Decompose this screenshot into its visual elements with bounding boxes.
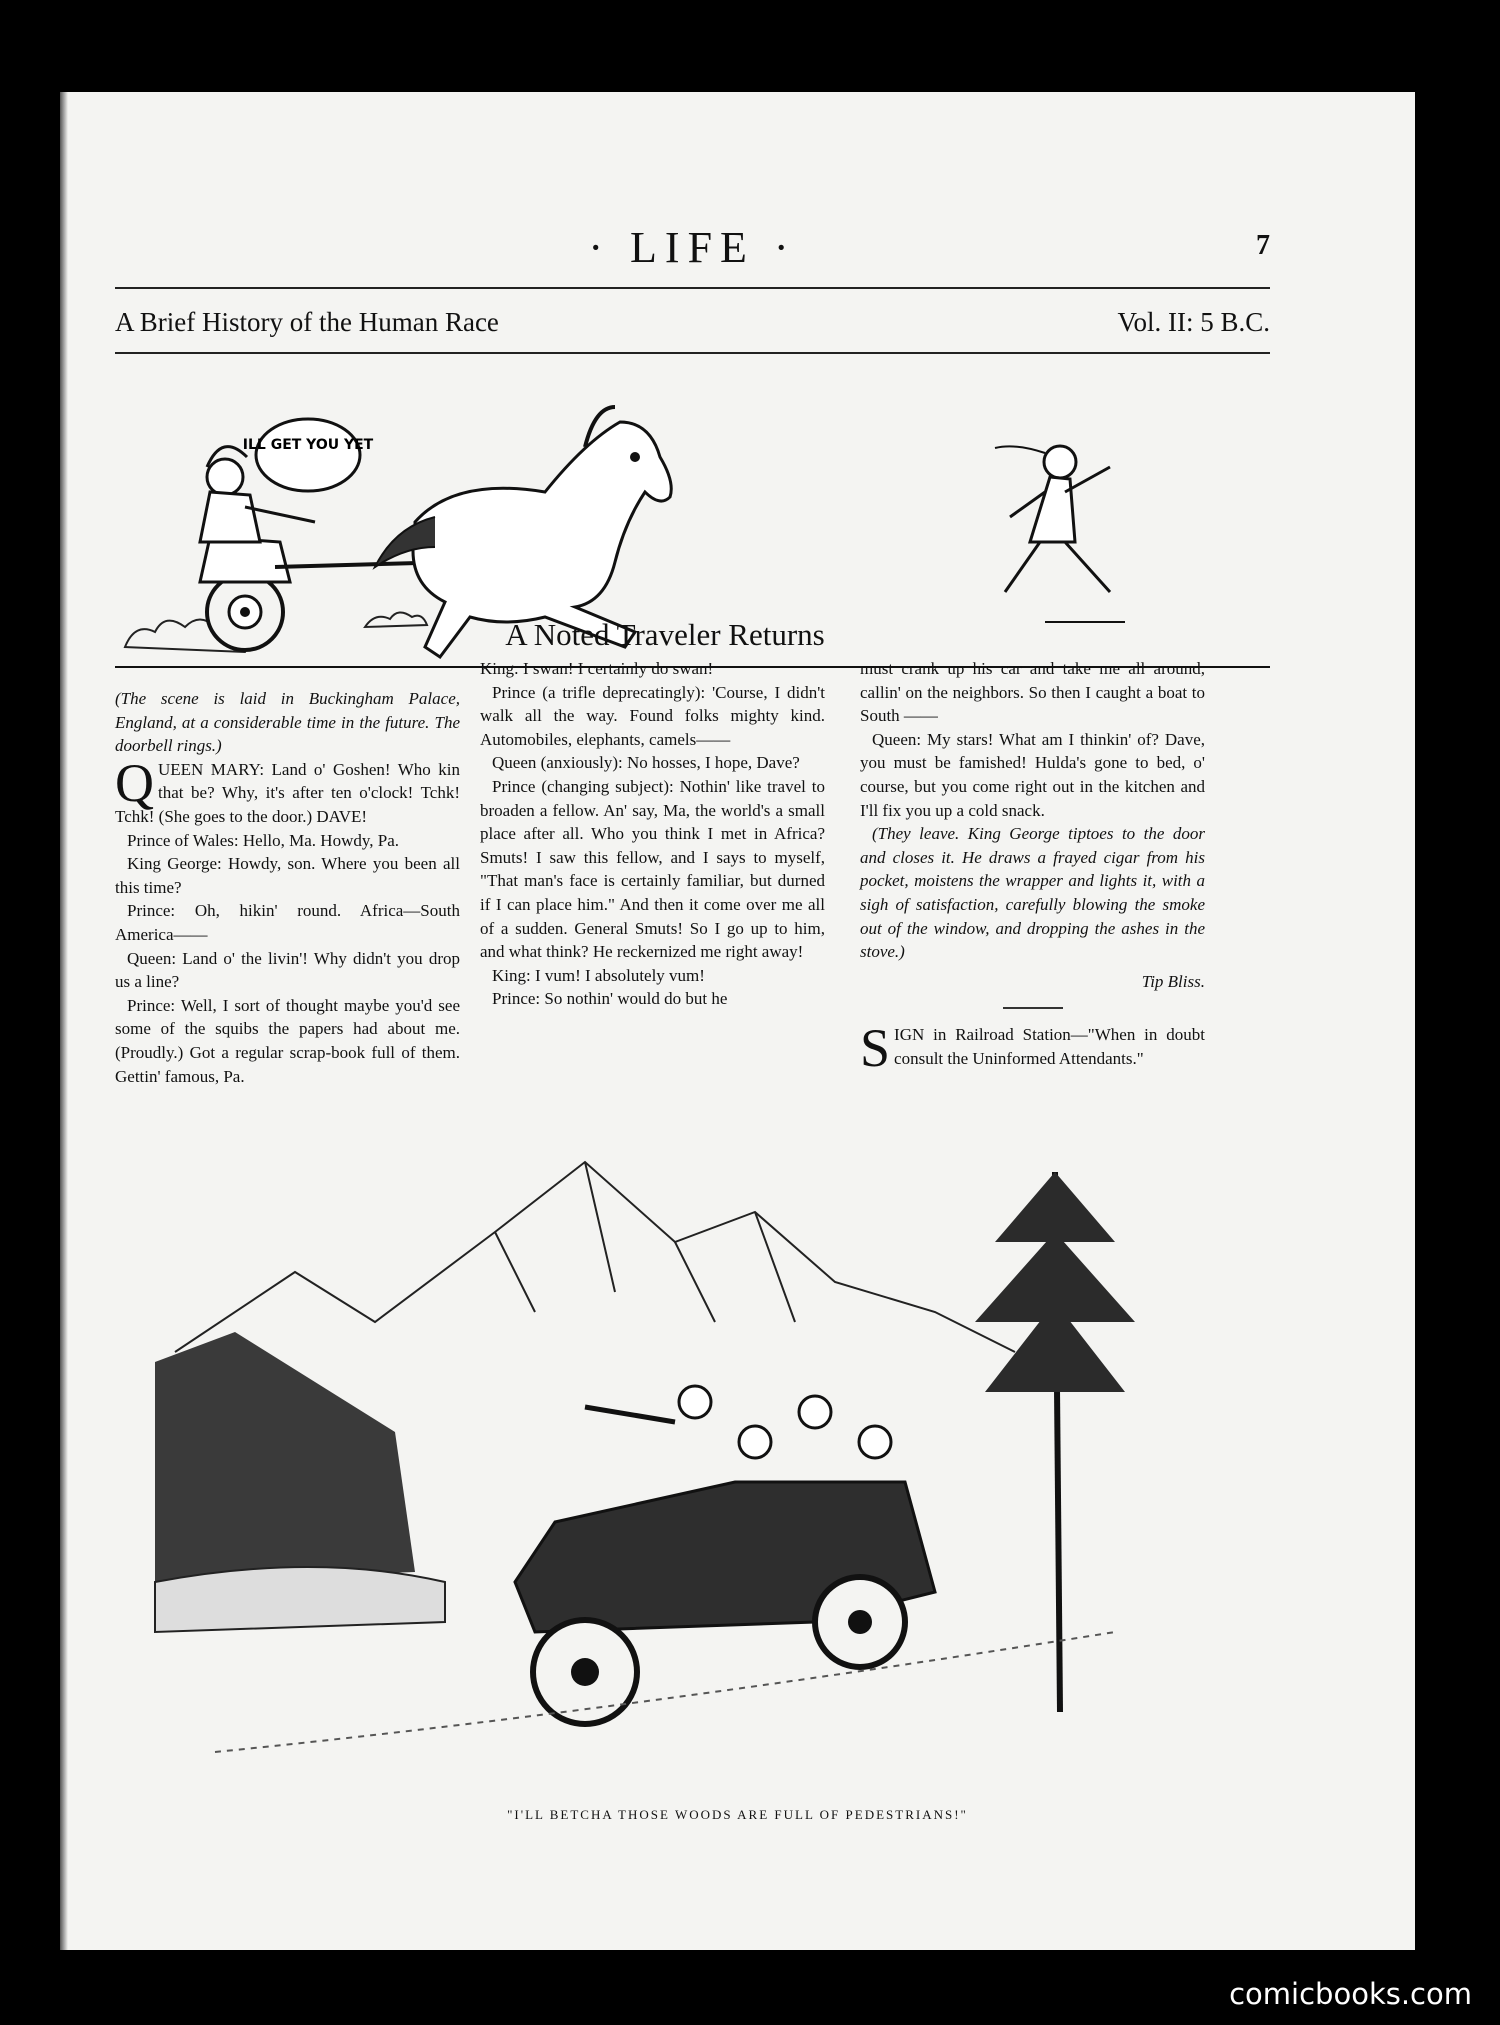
dialogue-line: Prince (a trifle deprecatingly): 'Course, I didn't walk all the way. Found folks mighty kind. Automobiles, elephants, camels—— (480, 682, 825, 749)
pine-tree (975, 1172, 1135, 1712)
dialogue-line: Prince: Well, I sort of thought maybe you'd see some of the squibs the papers had about me. (Proudly.) Got a regular scrap-book full of them. Gettin' famous, Pa. (115, 995, 460, 1086)
dialogue-line: Prince (changing subject): Nothin' like travel to broaden a fellow. An' say, Ma, the world's a small place after all. Who you think I met in Africa? Smuts! I saw this fellow, and I says to myself, "That man's face is certainly familiar, but durned if I can place him." And then it come over me all of a sudden. General Smuts! So I go up to him, and what think? He reckernized me right away! (480, 776, 825, 962)
stage-direction: (They leave. King George tiptoes to the door and closes it. He draws a frayed cigar from his pocket, moistens the wrapper and lights it, with a sigh of satisfaction, carefully blowing the smoke out of the window, and dropping the ashes in the stove.) (860, 824, 1205, 962)
masthead (115, 222, 1270, 272)
series-title: A Brief History of the Human Race (115, 307, 499, 337)
article-column-1 (115, 687, 460, 1088)
touring-car-illustration (115, 1152, 1270, 1802)
dialogue-line: Prince of Wales: Hello, Ma. Howdy, Pa. (127, 830, 399, 850)
dialogue-line: Queen: Land o' the livin'! Why didn't you drop us a line? (115, 948, 460, 992)
dialogue-line: King: I vum! I absolutely vum! (492, 965, 705, 985)
header-rule-top (115, 287, 1270, 289)
forest (155, 1332, 415, 1582)
masthead-title: · LIFE · (588, 223, 797, 272)
series-volume: Vol. II: 5 B.C. (1117, 307, 1270, 337)
dialogue-line: Prince: So nothin' would do but he (492, 989, 728, 1009)
chariot-body (200, 537, 290, 582)
page-number: 7 (1256, 230, 1270, 261)
site-watermark: comicbooks.com (1229, 1977, 1472, 2011)
speech-bubble-text: ILL GET YOU YET (242, 437, 374, 453)
pointing-arm (585, 1407, 675, 1422)
dialogue-text: UEEN MARY: Land o' Goshen! Who kin that be? Why, it's after ten o'clock! Tchk! Tchk! (She goes to the door.) DAVE! (115, 759, 460, 826)
header-rule-bottom (115, 352, 1270, 354)
dropcap-s: S (860, 1018, 891, 1079)
separator-rule (1003, 1007, 1063, 1009)
dialogue-line (115, 752, 460, 829)
touring-car (515, 1386, 935, 1724)
car-passengers (679, 1386, 891, 1458)
dialogue-line: Queen: My stars! What am I thinkin' of? Dave, you must be famished! Hulda's gone to bed, o' course, but you come right out in the kitchen and I'll fix you up a cold snack. (860, 729, 1205, 820)
sign-item (860, 1018, 1205, 1079)
article-column-2 (480, 657, 825, 1011)
chariot-wheel (207, 574, 283, 650)
dialogue-line: Queen (anxiously): No hosses, I hope, Dave? (492, 753, 800, 773)
stage-direction: (The scene is laid in Buckingham Palace, England, at a considerable time in the future. The doorbell rings.) (115, 689, 460, 756)
illustration-caption: "I'LL BETCHA THOSE WOODS ARE FULL OF PEDESTRIANS!" (507, 1807, 968, 1822)
running-figure (995, 446, 1125, 622)
dialogue-line: King: I swan! I certainly do swan! (480, 659, 714, 678)
article-title: A Noted Traveler Returns (505, 617, 825, 652)
dialogue-line: must crank up his car and take me all around, callin' on the neighbors. So then I caught a boat to South —— (860, 659, 1205, 726)
mountains (175, 1162, 1015, 1352)
page-spine-shadow (60, 92, 68, 1950)
dialogue-line: Prince: Oh, hikin' round. Africa—South America—— (115, 901, 460, 944)
sign-item-text: IGN in Railroad Station—"When in doubt consult the Uninformed Attendants." (894, 1025, 1205, 1068)
magazine-page (60, 92, 1415, 1950)
dialogue-line: King George: Howdy, son. Where you been all this time? (115, 854, 460, 897)
speech-bubble (243, 419, 374, 491)
dropcap-q: Q (115, 752, 154, 813)
road (215, 1632, 1115, 1752)
article-signature: Tip Bliss. (1141, 971, 1205, 991)
article-column-3 (860, 657, 1205, 1079)
lake (155, 1567, 445, 1632)
